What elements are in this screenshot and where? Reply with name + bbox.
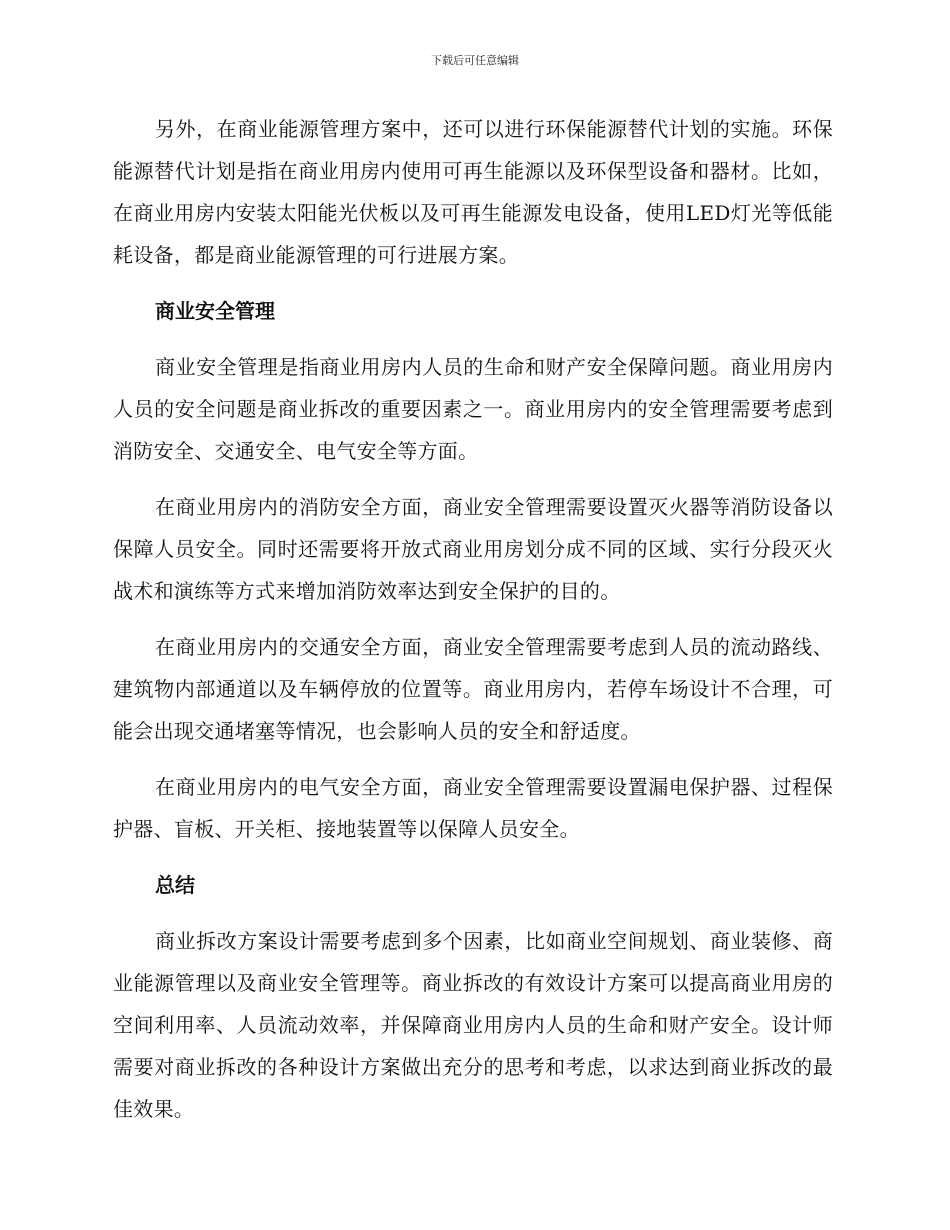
paragraph-traffic-safety: 在商业用房内的交通安全方面，商业安全管理需要考虑到人员的流动路线、建筑物内部通道以及车辆停放的位置等。商业用房内，若停车场设计不合理，可能会出现交通堵塞等情况，也会影响人员的安全和舒适度。 (113, 635, 833, 743)
paragraph-summary: 商业拆改方案设计需要考虑到多个因素，比如商业空间规划、商业装修、商业能源管理以及商业安全管理等。商业拆改的有效设计方案可以提高商业用房的空间利用率、人员流动效率，并保障商业用房内人员的生命和财产安全。设计师需要对商业拆改的各种设计方案做出充分的思考和考虑，以求达到商业拆改的最佳效果。 (113, 929, 833, 1121)
paragraph-safety-intro: 商业安全管理是指商业用房内人员的生命和财产安全保障问题。商业用房内人员的安全问题是商业拆改的重要因素之一。商业用房内的安全管理需要考虑到消防安全、交通安全、电气安全等方面。 (113, 355, 833, 463)
paragraph-electrical-safety: 在商业用房内的电气安全方面，商业安全管理需要设置漏电保护器、过程保护器、盲板、开关柜、接地装置等以保障人员安全。 (113, 775, 833, 841)
paragraph-renewable-energy: 另外，在商业能源管理方案中，还可以进行环保能源替代计划的实施。环保能源替代计划是指在商业用房内使用可再生能源以及环保型设备和器材。比如，在商业用房内安装太阳能光伏板以及可再生能源发电设备，使用LED灯光等低能耗设备，都是商业能源管理的可行进展方案。 (113, 117, 833, 267)
page-header: 下载后可任意编辑 (431, 54, 519, 67)
section-heading-safety-management: 商业安全管理 (155, 299, 275, 323)
document-body (113, 108, 833, 1144)
paragraph-fire-safety: 在商业用房内的消防安全方面，商业安全管理需要设置灭火器等消防设备以保障人员安全。同时还需要将开放式商业用房划分成不同的区域、实行分段灭火战术和演练等方式来增加消防效率达到安全保护的目的。 (113, 495, 833, 603)
section-heading-summary: 总结 (155, 873, 195, 897)
